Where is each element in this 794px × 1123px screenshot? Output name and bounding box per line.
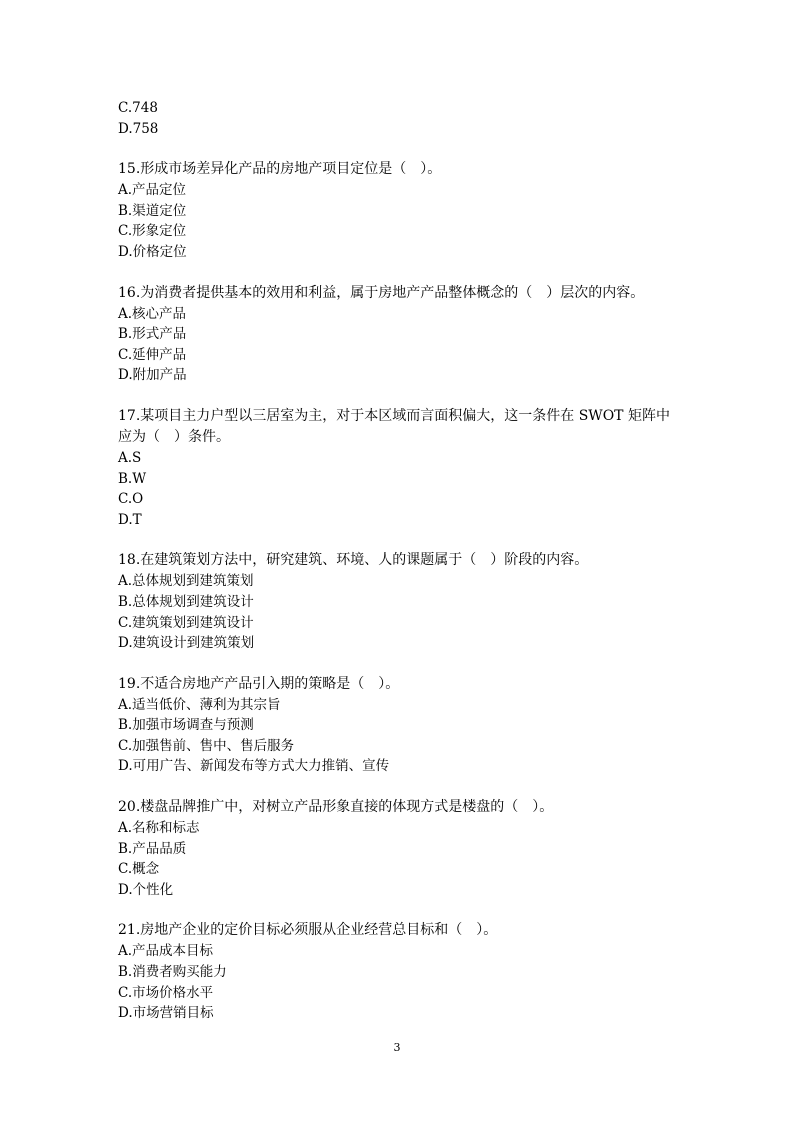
- page-content: [118, 98, 678, 1024]
- option-c: C.O: [118, 491, 144, 508]
- option-d: D.758: [118, 120, 159, 137]
- option-a: A.总体规划到建筑策划: [118, 573, 254, 590]
- option-b: B.加强市场调查与预测: [118, 717, 254, 734]
- question-stem: 19.不适合房地产产品引入期的策略是（ ）。: [118, 675, 400, 692]
- option-d: D.T: [118, 511, 142, 528]
- option-a: A.核心产品: [118, 305, 187, 322]
- option-a: A.S: [118, 449, 142, 466]
- option-b: B.产品品质: [118, 840, 187, 857]
- question-17: [118, 406, 678, 530]
- option-c: C.概念: [118, 861, 160, 878]
- option-b: B.渠道定位: [118, 202, 187, 219]
- question-stem: 16.为消费者提供基本的效用和利益，属于房地产产品整体概念的（ ）层次的内容。: [118, 284, 645, 301]
- question-20: [118, 797, 678, 900]
- question-stem: 20.楼盘品牌推广中，对树立产品形象直接的体现方式是楼盘的（ ）。: [118, 799, 554, 816]
- option-d: D.附加产品: [118, 367, 187, 384]
- option-d: D.建筑设计到建筑策划: [118, 635, 255, 652]
- option-d: D.可用广告、新闻发布等方式大力推销、宣传: [118, 758, 390, 775]
- option-c: C.形象定位: [118, 223, 187, 240]
- option-c: C.市场价格水平: [118, 984, 214, 1001]
- question-18: [118, 550, 678, 653]
- question-15: [118, 159, 678, 262]
- option-a: A.适当低价、薄利为其宗旨: [118, 696, 281, 713]
- option-d: D.价格定位: [118, 243, 187, 260]
- option-a: A.产品成本目标: [118, 943, 214, 960]
- question-19: [118, 674, 678, 777]
- option-c: C.748: [118, 100, 158, 116]
- option-b: B.消费者购买能力: [118, 964, 227, 981]
- question-16: [118, 283, 678, 386]
- option-b: B.形式产品: [118, 326, 187, 343]
- question-21: [118, 920, 678, 1023]
- option-d: D.市场营销目标: [118, 1005, 214, 1022]
- question-stem: 18.在建筑策划方法中，研究建筑、环境、人的课题属于（ ）阶段的内容。: [118, 552, 589, 569]
- option-c: C.延伸产品: [118, 346, 187, 363]
- question-stem: 15.形成市场差异化产品的房地产项目定位是（ ）。: [118, 161, 442, 178]
- option-a: A.产品定位: [118, 182, 187, 199]
- question-stem: 21.房地产企业的定价目标必须服从企业经营总目标和（ ）。: [118, 922, 498, 939]
- option-b: B.W: [118, 470, 147, 487]
- page-number: 3: [393, 1041, 401, 1054]
- option-c: C.加强售前、售中、售后服务: [118, 737, 295, 754]
- option-c: C.建筑策划到建筑设计: [118, 614, 254, 631]
- question-stem: 17.某项目主力户型以三居室为主，对于本区域而言面积偏大，这一条件在 SWOT 矩阵中应为（ ）条件。: [118, 407, 670, 445]
- option-d: D.个性化: [118, 881, 174, 898]
- option-b: B.总体规划到建筑设计: [118, 593, 254, 610]
- option-a: A.名称和标志: [118, 820, 200, 837]
